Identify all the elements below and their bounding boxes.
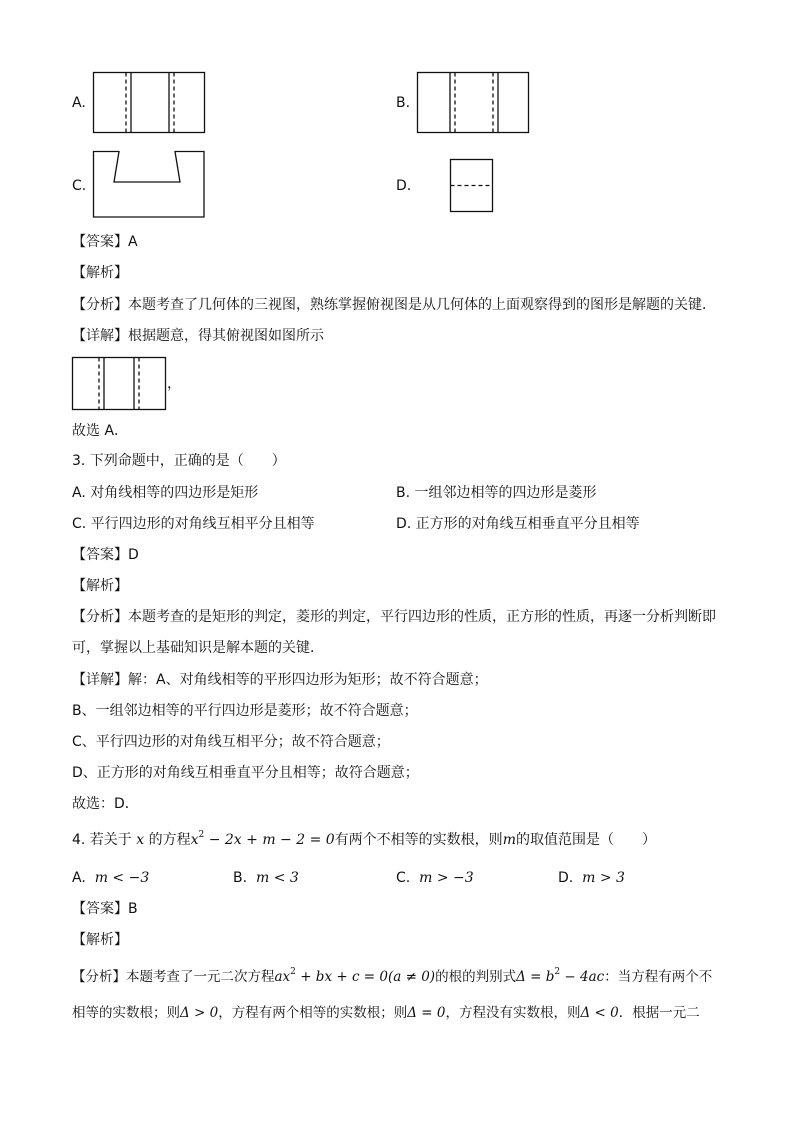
figure-outline [73,358,166,410]
q4-fenxi: 【分析】本题考查了一元二次方程$ax^2$ + bx + c = 0(a ≠ 0)的根的判别式$\Delta = b^2 - 4ac$：当方程有两个不 [72,967,713,985]
q4-discriminant: $\Delta = b^2 - 4ac$ [516,967,605,985]
option-a-figure [93,72,206,134]
q3-answer: 【答案】D [72,547,139,563]
q2-topview-figure [72,357,167,411]
figure-outline [418,73,529,133]
q3-option-d: D. 正方形的对角线互相垂直平分且相等 [396,516,640,532]
q4-option-c: C. m > −3 [396,870,474,886]
q3-option-a: A. 对角线相等的四边形是矩形 [72,485,259,501]
q2-answer: 【答案】A [72,234,138,250]
q3-stem: 3. 下列命题中，正确的是（ ） [72,453,286,469]
q2-xiangjie: 【详解】根据题意，得其俯视图如图所示 [72,328,324,344]
option-c-figure [93,151,206,219]
q3-xiangjie-d: D、正方形的对角线互相垂直平分且相等；故符合题意； [72,765,419,781]
q4-analysis-heading: 【解析】 [72,932,128,948]
q4-fenxi-cont: 相等的实数根；则Δ > 0，方程有两个相等的实数根；则Δ = 0，方程没有实数根，则Δ < 0．根据一元二 [72,1005,700,1021]
q3-fenxi: 【分析】本题考查的是矩形的判定，菱形的判定，平行四边形的性质，正方形的性质，再逐一分析判断即 [72,609,716,625]
q4-equation: $x^2 - 2x + m - 2 = 0$ [190,830,335,848]
q3-fenxi-cont: 可，掌握以上基础知识是解本题的关键． [72,640,324,656]
option-b-label: B. [396,95,411,111]
option-a-label: A. [72,95,86,111]
q2-fenxi: 【分析】本题考查了几何体的三视图，熟练掌握俯视图是从几何体的上面观察得到的图形是解题的关键． [72,297,716,313]
option-d-label: D. [396,178,412,194]
q2-conclusion: 故选 A． [72,423,129,439]
q4-option-b: B. m < 3 [233,870,299,886]
q4-answer: 【答案】B [72,901,138,917]
q3-analysis-heading: 【解析】 [72,578,128,594]
q3-conclusion: 故选：D． [72,796,139,812]
q3-xiangjie: 【详解】解：A、对角线相等的平形四边形为矩形；故不符合题意； [72,672,488,688]
option-b-figure [417,72,530,134]
q4-option-d: D. m > 3 [558,870,625,886]
q2-analysis-heading: 【解析】 [72,265,128,281]
figure-comma: ， [167,376,181,392]
q3-xiangjie-c: C、平行四边形的对角线互相平分；故不符合题意； [72,734,390,750]
option-c-label: C. [72,178,87,194]
q4-option-a: A. m < −3 [72,870,150,886]
q3-option-c: C. 平行四边形的对角线互相平分且相等 [72,516,315,532]
figure-outline [94,152,205,218]
q4-general-equation: $ax^2$ + bx + c = 0(a ≠ 0) [274,967,436,985]
q4-stem: 4. 若关于 x 的方程$x^2 - 2x + m - 2 = 0$有两个不相等的实数根，则m的取值范围是（ ） [72,830,656,848]
option-d-figure [450,159,494,213]
figure-outline [94,73,205,133]
q3-xiangjie-b: B、一组邻边相等的平行四边形是菱形；故不符合题意； [72,703,418,719]
q3-option-b: B. 一组邻边相等的四边形是菱形 [396,485,597,501]
